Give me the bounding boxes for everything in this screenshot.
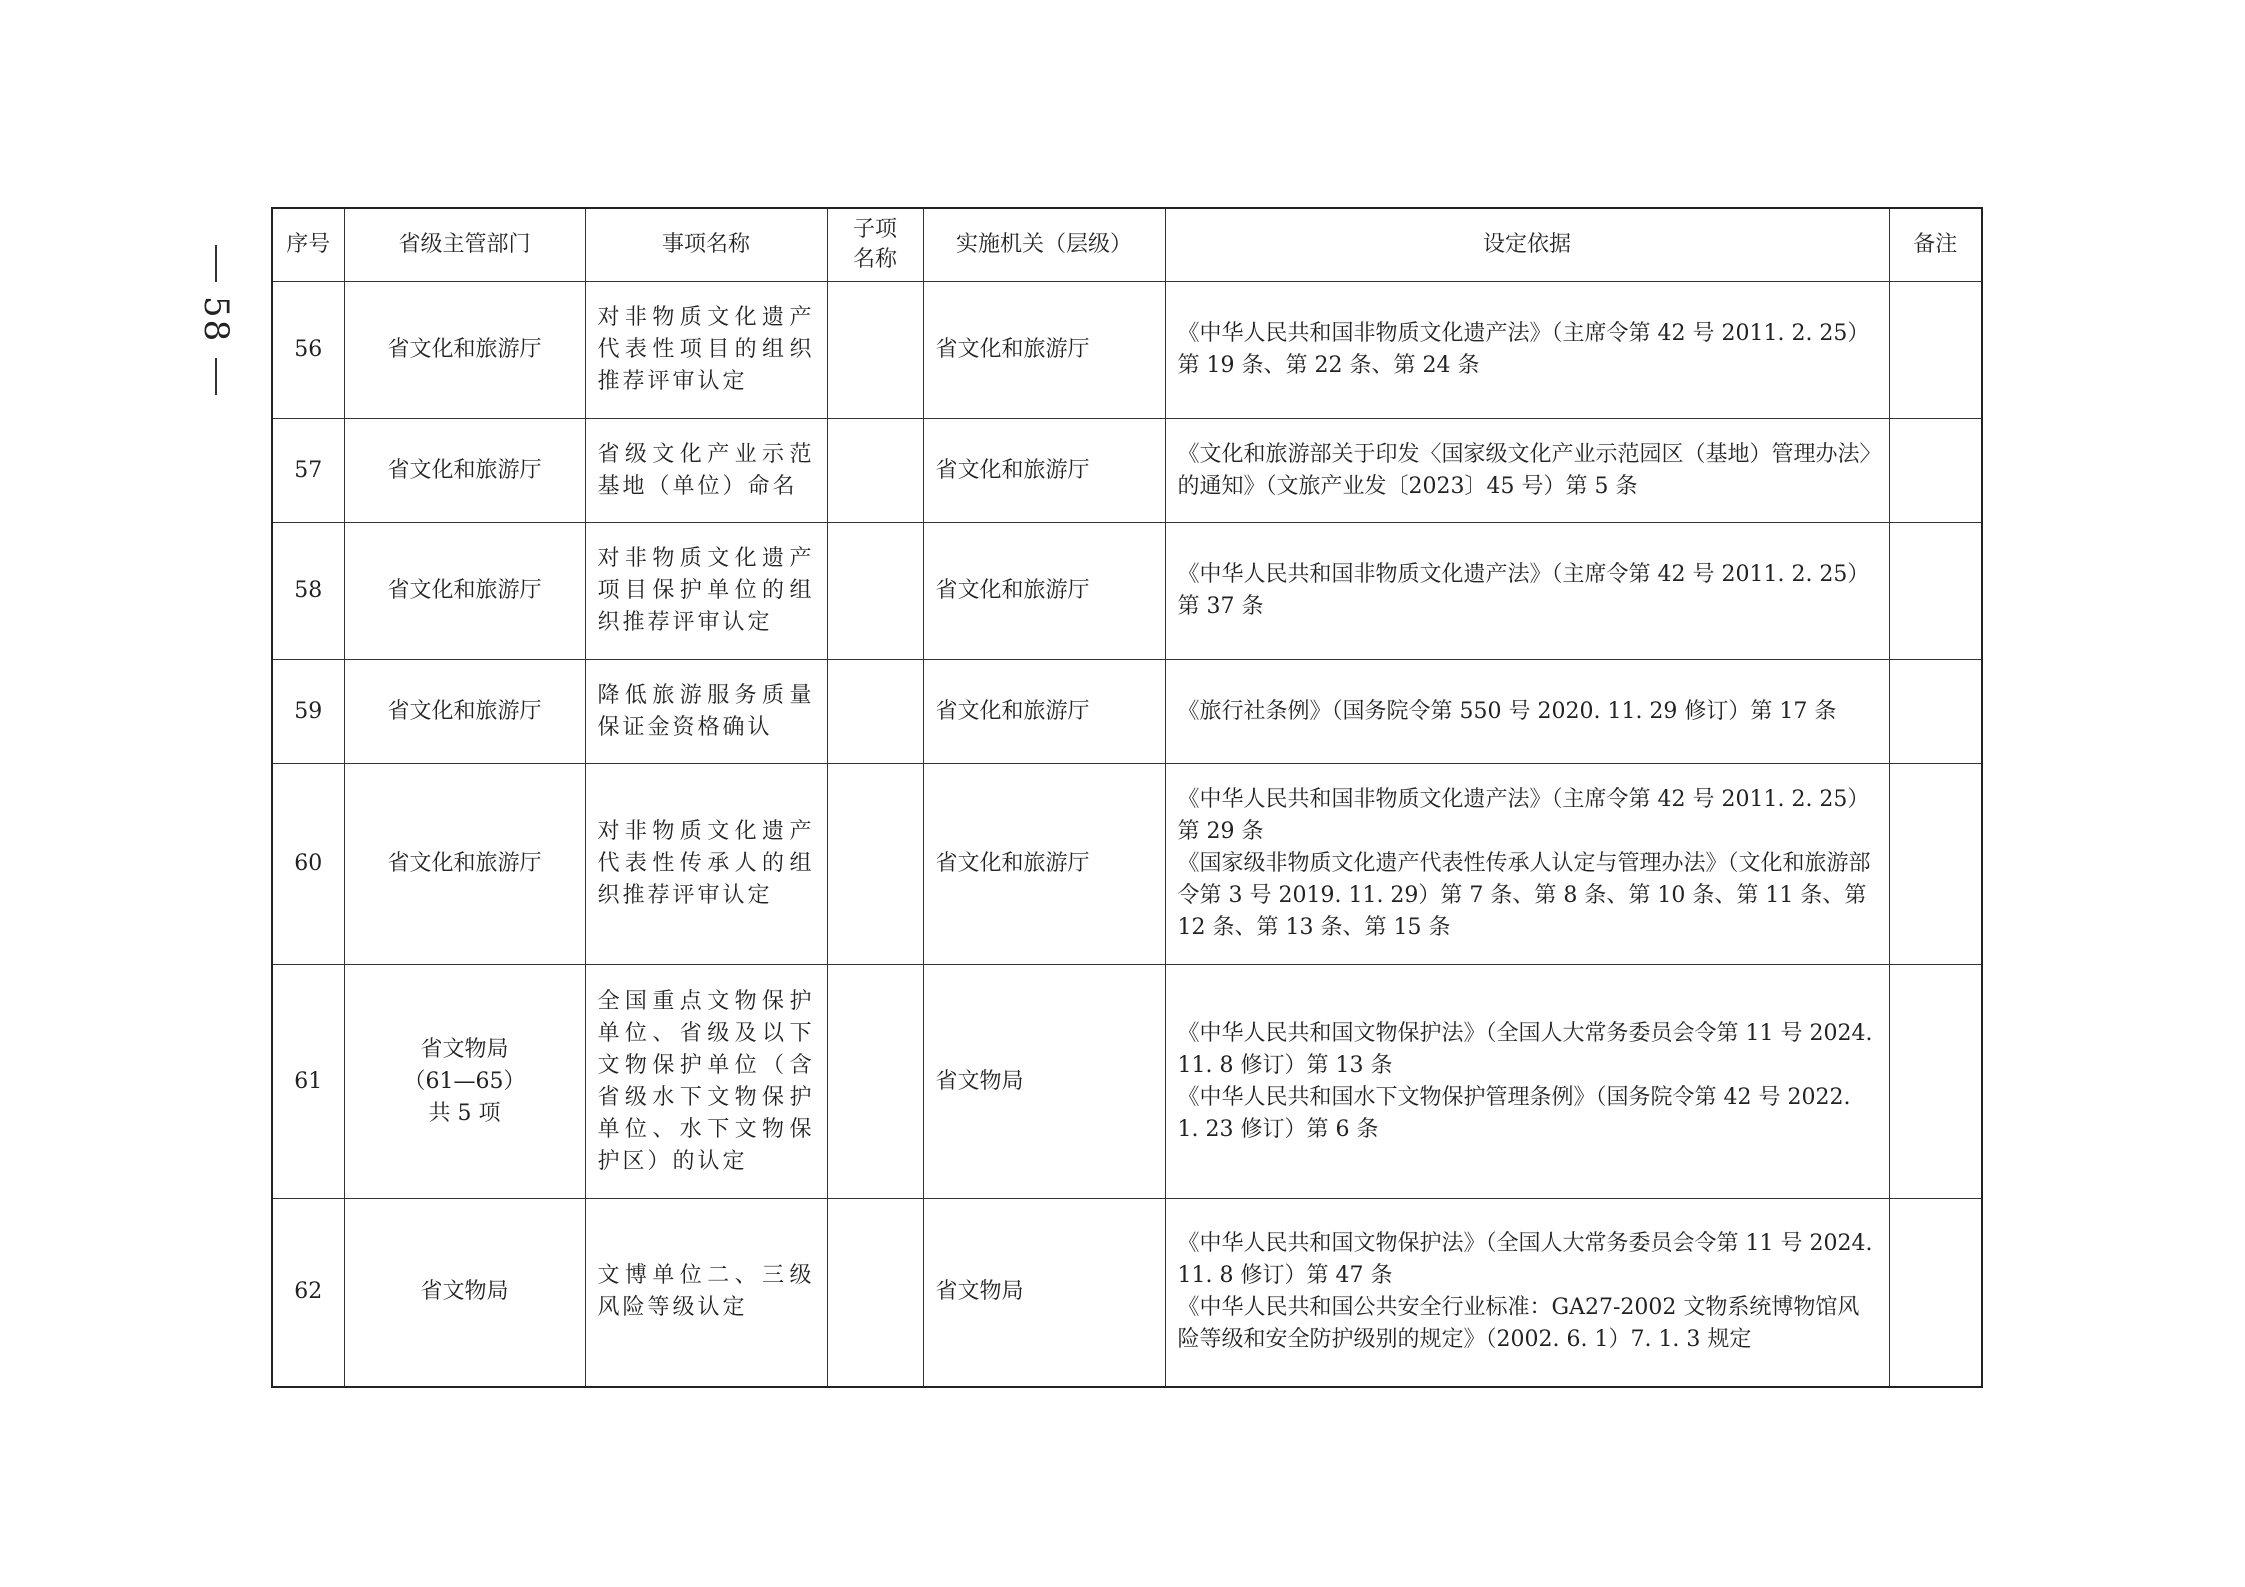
cell-sub — [827, 965, 923, 1199]
cell-sub — [827, 419, 923, 523]
page-number-text: 58 — [196, 296, 236, 344]
cell-impl: 省文物局 — [923, 1199, 1165, 1387]
table-row — [272, 523, 1982, 660]
cell-basis: 《文化和旅游部关于印发〈国家级文化产业示范园区（基地）管理办法〉的通知》（文旅产业发〔2023〕45 号）第 5 条 — [1165, 419, 1889, 523]
cell-impl: 省文化和旅游厅 — [923, 523, 1165, 660]
header-impl: 实施机关（层级） — [923, 208, 1165, 282]
cell-note — [1889, 1199, 1982, 1387]
page-number-dash-bottom — [215, 358, 217, 395]
cell-basis: 《旅行社条例》（国务院令第 550 号 2020. 11. 29 修订）第 17 条 — [1165, 660, 1889, 764]
cell-no: 59 — [272, 660, 344, 764]
table-row — [272, 764, 1982, 965]
cell-sub — [827, 282, 923, 419]
header-sub: 子项 名称 — [827, 208, 923, 282]
cell-no: 61 — [272, 965, 344, 1199]
cell-dept: 省文化和旅游厅 — [344, 419, 585, 523]
cell-dept: 省文化和旅游厅 — [344, 764, 585, 965]
table-row — [272, 1199, 1982, 1387]
cell-note — [1889, 660, 1982, 764]
cell-impl: 省文化和旅游厅 — [923, 419, 1165, 523]
cell-basis: 《中华人民共和国非物质文化遗产法》（主席令第 42 号 2011. 2. 25） 第 37 条 — [1165, 523, 1889, 660]
cell-basis: 《中华人民共和国文物保护法》（全国人大常务委员会令第 11 号 2024. 11. 8 修订）第 13 条 《中华人民共和国水下文物保护管理条例》（国务院令第 42 号 2022. 1. 23 修订）第 6 条 — [1165, 965, 1889, 1199]
cell-dept: 省文化和旅游厅 — [344, 660, 585, 764]
header-basis: 设定依据 — [1165, 208, 1889, 282]
cell-impl: 省文物局 — [923, 965, 1165, 1199]
cell-item: 省级文化产业示范基地（单位）命名 — [585, 419, 827, 523]
cell-basis: 《中华人民共和国非物质文化遗产法》（主席令第 42 号 2011. 2. 25） 第 19 条、第 22 条、第 24 条 — [1165, 282, 1889, 419]
cell-sub — [827, 660, 923, 764]
dept-line: 省文物局 — [420, 1036, 509, 1062]
table-row — [272, 282, 1982, 419]
cell-dept — [344, 965, 585, 1199]
cell-basis: 《中华人民共和国非物质文化遗产法》（主席令第 42 号 2011. 2. 25） 第 29 条 《国家级非物质文化遗产代表性传承人认定与管理办法》（文化和旅游部令第 3 号 2019. 11. 29）第 7 条、第 8 条、第 10 条、第 11 条、第 12 条、第 13 条、第 15 条 — [1165, 764, 1889, 965]
cell-item: 对非物质文化遗产代表性传承人的组织推荐评审认定 — [585, 764, 827, 965]
items-table — [271, 207, 1983, 1388]
cell-no: 62 — [272, 1199, 344, 1387]
cell-impl: 省文化和旅游厅 — [923, 660, 1165, 764]
cell-dept: 省文化和旅游厅 — [344, 523, 585, 660]
cell-note — [1889, 965, 1982, 1199]
cell-sub — [827, 523, 923, 660]
cell-basis: 《中华人民共和国文物保护法》（全国人大常务委员会令第 11 号 2024. 11. 8 修订）第 47 条 《中华人民共和国公共安全行业标准：GA27-2002 文物系统博物馆风险等级和安全防护级别的规定》（2002. 6. 1）7. 1. 3 规定 — [1165, 1199, 1889, 1387]
cell-dept: 省文化和旅游厅 — [344, 282, 585, 419]
table-row — [272, 660, 1982, 764]
table-row — [272, 419, 1982, 523]
cell-no: 57 — [272, 419, 344, 523]
page-number — [196, 245, 236, 395]
cell-no: 60 — [272, 764, 344, 965]
header-item: 事项名称 — [585, 208, 827, 282]
cell-item: 对非物质文化遗产代表性项目的组织推荐评审认定 — [585, 282, 827, 419]
header-no: 序号 — [272, 208, 344, 282]
page-number-dash-top — [215, 245, 217, 282]
cell-no: 58 — [272, 523, 344, 660]
cell-item: 对非物质文化遗产项目保护单位的组织推荐评审认定 — [585, 523, 827, 660]
cell-note — [1889, 764, 1982, 965]
cell-dept: 省文物局 — [344, 1199, 585, 1387]
cell-note — [1889, 282, 1982, 419]
cell-impl: 省文化和旅游厅 — [923, 764, 1165, 965]
dept-line: （61—65） — [403, 1068, 526, 1094]
header-note: 备注 — [1889, 208, 1982, 282]
cell-item: 文博单位二、三级风险等级认定 — [585, 1199, 827, 1387]
cell-no: 56 — [272, 282, 344, 419]
cell-sub — [827, 764, 923, 965]
header-dept: 省级主管部门 — [344, 208, 585, 282]
cell-item: 全国重点文物保护单位、省级及以下文物保护单位（含省级水下文物保护单位、水下文物保护区）的认定 — [585, 965, 827, 1199]
dept-line: 共 5 项 — [428, 1100, 501, 1126]
cell-note — [1889, 523, 1982, 660]
cell-item: 降低旅游服务质量保证金资格确认 — [585, 660, 827, 764]
cell-sub — [827, 1199, 923, 1387]
table-row — [272, 965, 1982, 1199]
cell-note — [1889, 419, 1982, 523]
table-header-row — [272, 208, 1982, 282]
cell-impl: 省文化和旅游厅 — [923, 282, 1165, 419]
